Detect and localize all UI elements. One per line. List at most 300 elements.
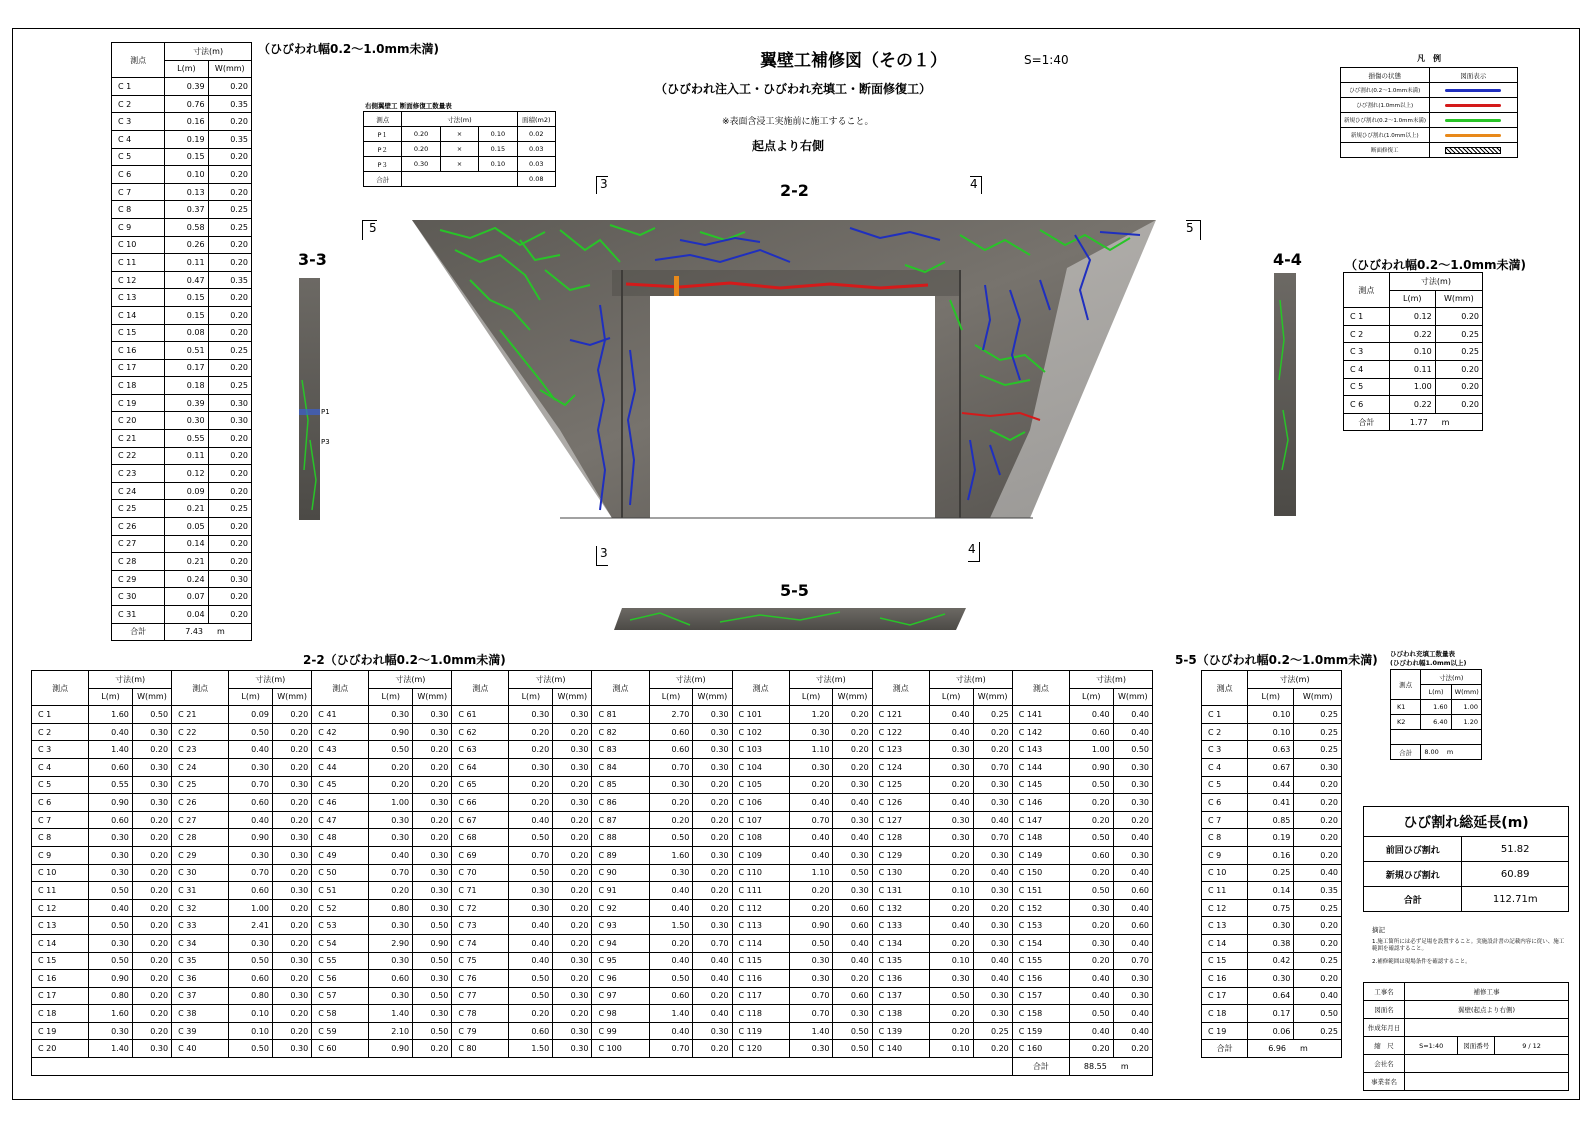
summary-label: 前回ひび割れ xyxy=(1364,837,1462,862)
point-cell: C 31 xyxy=(172,882,229,900)
header-dim: 寸法(m) xyxy=(369,671,452,689)
author-value xyxy=(1405,1073,1569,1091)
point-cell: C 150 xyxy=(1012,864,1069,882)
width-cell: 0.20 xyxy=(973,1040,1012,1058)
header-l: L(m) xyxy=(165,60,208,78)
point-cell: C 104 xyxy=(732,758,789,776)
length-cell: 0.10 xyxy=(229,1005,273,1023)
table-row xyxy=(1344,360,1483,378)
point-cell: C 141 xyxy=(1012,706,1069,724)
repair-table-caption: 右側翼壁工 断面修復工数量表 xyxy=(365,102,452,110)
width-cell: 0.20 xyxy=(132,846,171,864)
header-w: W(mm) xyxy=(1435,290,1482,308)
point-cell: C 2 xyxy=(32,723,89,741)
crack-table-4-4 xyxy=(1343,272,1483,431)
point-cell: C 145 xyxy=(1012,776,1069,794)
length-cell: 0.60 xyxy=(229,882,273,900)
length-cell: 1.10 xyxy=(789,864,833,882)
point-cell: C 31 xyxy=(112,606,165,624)
width-cell: 0.30 xyxy=(973,794,1012,812)
width-cell: 0.40 xyxy=(973,970,1012,988)
total-value xyxy=(1389,413,1482,431)
table-row xyxy=(32,970,1153,988)
point-cell: C 3 xyxy=(32,741,89,759)
drawing-scale: S=1:40 xyxy=(1024,53,1069,67)
width-cell: 0.25 xyxy=(208,500,251,518)
length-cell: 0.60 xyxy=(649,987,693,1005)
length-cell: 0.30 xyxy=(649,776,693,794)
length-cell: 1.40 xyxy=(89,1040,133,1058)
width-cell: 0.20 xyxy=(272,1005,311,1023)
point-cell: C 106 xyxy=(732,794,789,812)
width-cell: 0.20 xyxy=(132,811,171,829)
summary-title: ひび割れ総延長(m) xyxy=(1364,807,1569,837)
point-cell: C 8 xyxy=(1202,829,1248,847)
width-cell: 0.30 xyxy=(693,846,732,864)
point-cell: C 15 xyxy=(32,952,89,970)
point-cell: C 34 xyxy=(172,934,229,952)
length-cell: 0.20 xyxy=(929,934,973,952)
table-row xyxy=(32,741,1153,759)
point-cell: C 9 xyxy=(32,846,89,864)
point-cell: C 92 xyxy=(592,899,649,917)
width-cell: 0.20 xyxy=(973,899,1012,917)
width-cell: 0.30 xyxy=(553,706,592,724)
length-cell: 0.50 xyxy=(509,864,553,882)
point-cell: C 33 xyxy=(172,917,229,935)
width-cell: 0.60 xyxy=(833,917,872,935)
width-cell: 0.60 xyxy=(1113,917,1152,935)
point-cell: C 147 xyxy=(1012,811,1069,829)
length-cell: 0.30 xyxy=(369,917,413,935)
length-cell: 0.24 xyxy=(165,570,208,588)
width-cell: 0.20 xyxy=(208,289,251,307)
width-cell: 0.20 xyxy=(208,606,251,624)
length-cell: 0.70 xyxy=(509,846,553,864)
point-cell: C 95 xyxy=(592,952,649,970)
table-row xyxy=(1202,829,1342,847)
header-l: L(m) xyxy=(929,688,973,706)
titleblock-label: 図面名 xyxy=(1364,1001,1405,1019)
width-cell: 0.20 xyxy=(553,776,592,794)
table-row xyxy=(1202,882,1342,900)
point-cell: C 142 xyxy=(1012,723,1069,741)
legend-label: ひび割れ(1.0mm以上) xyxy=(1341,98,1430,113)
width-cell: 0.30 xyxy=(272,1040,311,1058)
width-cell: 0.20 xyxy=(693,829,732,847)
width-cell: 0.30 xyxy=(973,987,1012,1005)
width-cell: 0.40 xyxy=(833,829,872,847)
titleblock-value: 補修工事 xyxy=(1405,983,1569,1001)
point-cell: C 158 xyxy=(1012,1005,1069,1023)
point-cell: C 61 xyxy=(452,706,509,724)
width-cell: 0.20 xyxy=(1294,829,1342,847)
width-cell: 0.30 xyxy=(973,917,1012,935)
point-cell: C 6 xyxy=(1202,794,1248,812)
length-cell: 0.40 xyxy=(649,882,693,900)
length-cell: 1.00 xyxy=(1069,741,1113,759)
point-cell: C 148 xyxy=(1012,829,1069,847)
summary-table xyxy=(1363,806,1569,912)
length-cell: 0.40 xyxy=(789,829,833,847)
length-cell: 0.20 xyxy=(789,882,833,900)
point-cell: C 43 xyxy=(312,741,369,759)
header-w: W(mm) xyxy=(693,688,732,706)
length-cell: 0.14 xyxy=(1248,882,1294,900)
point-cell: C 51 xyxy=(312,882,369,900)
point-cell: C 13 xyxy=(32,917,89,935)
width-cell: 0.20 xyxy=(132,934,171,952)
view-3-3-label: 3-3 xyxy=(298,250,327,269)
width-cell: 0.20 xyxy=(208,306,251,324)
length-cell: 0.30 xyxy=(929,970,973,988)
point-cell: C 91 xyxy=(592,882,649,900)
point-cell: C 44 xyxy=(312,758,369,776)
total-label: 合計 xyxy=(112,623,165,641)
width-cell: 0.25 xyxy=(208,377,251,395)
width-cell: 0.20 xyxy=(553,899,592,917)
length-cell: 0.40 xyxy=(89,899,133,917)
length-cell: 0.39 xyxy=(165,394,208,412)
header-w: W(mm) xyxy=(833,688,872,706)
length-cell: 0.40 xyxy=(1069,970,1113,988)
point-cell: K2 xyxy=(1391,715,1421,730)
width-cell: 0.20 xyxy=(208,166,251,184)
width-cell: 0.50 xyxy=(833,1022,872,1040)
header-l: L(m) xyxy=(1248,688,1294,706)
length-cell: 0.90 xyxy=(229,829,273,847)
length-cell: 0.17 xyxy=(1248,1005,1294,1023)
point-cell: C 67 xyxy=(452,811,509,829)
width-cell: 0.30 xyxy=(973,846,1012,864)
point-cell: C 19 xyxy=(112,394,165,412)
length-cell: 0.76 xyxy=(165,95,208,113)
point-cell: C 5 xyxy=(1202,776,1248,794)
width-cell: 0.20 xyxy=(553,811,592,829)
summary-label: 合計 xyxy=(1364,887,1462,912)
point-cell: C 74 xyxy=(452,934,509,952)
legend-col-state: 損傷の状態 xyxy=(1341,68,1430,83)
x-cell: × xyxy=(440,142,478,157)
width-cell: 0.20 xyxy=(553,970,592,988)
a-cell: 0.20 xyxy=(402,127,440,142)
point-cell: C 16 xyxy=(112,342,165,360)
table55-caption: 5-5（ひびわれ幅0.2～1.0mm未満) xyxy=(1175,653,1378,667)
table-row xyxy=(32,952,1153,970)
width-cell: 0.20 xyxy=(208,359,251,377)
width-cell: 0.20 xyxy=(553,917,592,935)
point-cell: C 102 xyxy=(732,723,789,741)
length-cell: 0.75 xyxy=(1248,899,1294,917)
header-dim: 寸法(m) xyxy=(229,671,312,689)
width-cell: 0.50 xyxy=(413,987,452,1005)
length-cell: 0.20 xyxy=(369,758,413,776)
point-cell: C 88 xyxy=(592,829,649,847)
total-value: 0.08 xyxy=(517,172,555,187)
header-w: W(mm) xyxy=(1113,688,1152,706)
point-cell: C 69 xyxy=(452,846,509,864)
length-cell: 0.30 xyxy=(789,1040,833,1058)
width-cell: 0.20 xyxy=(1294,917,1342,935)
length-cell: 0.50 xyxy=(1069,829,1113,847)
header-w: W(mm) xyxy=(413,688,452,706)
point-cell: C 11 xyxy=(112,254,165,272)
point-cell: C 128 xyxy=(872,829,929,847)
point-cell: C 77 xyxy=(452,987,509,1005)
point-cell: C 76 xyxy=(452,970,509,988)
length-cell: 2.70 xyxy=(649,706,693,724)
length-cell: 0.10 xyxy=(929,882,973,900)
width-cell: 0.20 xyxy=(208,254,251,272)
length-cell: 0.04 xyxy=(165,606,208,624)
width-cell: 0.40 xyxy=(973,864,1012,882)
width-cell: 0.40 xyxy=(1294,987,1342,1005)
length-cell: 0.22 xyxy=(1389,325,1435,343)
b-cell: 0.10 xyxy=(479,157,517,172)
header-point: 測点 xyxy=(452,671,509,706)
point-cell: C 101 xyxy=(732,706,789,724)
point-cell: C 65 xyxy=(452,776,509,794)
width-cell: 0.20 xyxy=(272,970,311,988)
x-cell: × xyxy=(440,157,478,172)
table-row xyxy=(1202,794,1342,812)
length-cell: 0.90 xyxy=(789,917,833,935)
width-cell: 0.30 xyxy=(1294,758,1342,776)
point-cell: C 25 xyxy=(112,500,165,518)
table44-caption: （ひびわれ幅0.2～1.0mm未満) xyxy=(1345,258,1527,272)
length-cell: 0.20 xyxy=(929,864,973,882)
length-cell: 0.20 xyxy=(509,723,553,741)
length-cell: 1.40 xyxy=(369,1005,413,1023)
drawing-note: ※表面含浸工実施前に施工すること。 xyxy=(722,117,874,127)
point-cell: C 144 xyxy=(1012,758,1069,776)
table-row xyxy=(1202,899,1342,917)
width-cell: 0.50 xyxy=(1294,1005,1342,1023)
width-cell: 0.20 xyxy=(413,1040,452,1058)
length-cell: 0.30 xyxy=(789,758,833,776)
width-cell: 0.40 xyxy=(693,952,732,970)
length-cell: 0.90 xyxy=(369,1040,413,1058)
width-cell: 0.20 xyxy=(272,794,311,812)
table-row xyxy=(1202,952,1342,970)
length-cell: 0.30 xyxy=(89,864,133,882)
header-dim: 寸法(m) xyxy=(1248,671,1342,689)
length-cell: 0.50 xyxy=(929,987,973,1005)
legend-label: 新規ひび割れ(1.0mm以上) xyxy=(1341,128,1430,143)
area-cell: 0.03 xyxy=(517,157,555,172)
length-cell: 0.40 xyxy=(229,741,273,759)
point-cell: C 125 xyxy=(872,776,929,794)
length-cell: 0.09 xyxy=(165,482,208,500)
summary-label: 新規ひび割れ xyxy=(1364,862,1462,887)
length-cell: 0.80 xyxy=(229,987,273,1005)
length-cell: 0.30 xyxy=(929,811,973,829)
width-cell: 0.30 xyxy=(272,829,311,847)
length-cell: 0.41 xyxy=(1248,794,1294,812)
table-row xyxy=(32,987,1153,1005)
length-cell: 0.20 xyxy=(929,899,973,917)
width-cell: 0.20 xyxy=(833,970,872,988)
legend-label: 新規ひび割れ(0.2～1.0mm未満) xyxy=(1341,113,1430,128)
width-cell: 0.30 xyxy=(693,917,732,935)
width-cell: 0.30 xyxy=(833,846,872,864)
length-cell: 0.40 xyxy=(1069,706,1113,724)
width-cell: 0.50 xyxy=(833,864,872,882)
point-cell: C 13 xyxy=(112,289,165,307)
table-row xyxy=(32,811,1153,829)
width-cell: 0.20 xyxy=(833,706,872,724)
length-cell: 0.60 xyxy=(229,970,273,988)
width-cell: 0.20 xyxy=(208,465,251,483)
table-row xyxy=(32,723,1153,741)
length-cell: 0.16 xyxy=(165,113,208,131)
width-cell: 0.70 xyxy=(973,829,1012,847)
width-cell: 0.20 xyxy=(553,864,592,882)
header-dim: 寸法(m) xyxy=(1421,670,1482,685)
width-cell: 0.20 xyxy=(272,706,311,724)
length-cell: 1.50 xyxy=(649,917,693,935)
length-cell: 0.10 xyxy=(229,1022,273,1040)
width-cell: 0.25 xyxy=(1435,325,1482,343)
width-cell: 0.20 xyxy=(413,829,452,847)
point-cell: C 68 xyxy=(452,829,509,847)
length-cell: 0.40 xyxy=(89,723,133,741)
total-number: 7.43 xyxy=(185,627,203,637)
length-cell: 0.50 xyxy=(229,1040,273,1058)
point-cell: C 1 xyxy=(1344,308,1390,326)
length-cell: 0.50 xyxy=(509,987,553,1005)
point-cell: C 97 xyxy=(592,987,649,1005)
length-cell: 0.20 xyxy=(789,899,833,917)
width-cell: 0.30 xyxy=(272,952,311,970)
company-value xyxy=(1405,1055,1569,1073)
length-cell: 0.70 xyxy=(229,864,273,882)
header-point: 測点 xyxy=(364,112,402,127)
width-cell: 0.30 xyxy=(132,776,171,794)
point-cell: C 23 xyxy=(112,465,165,483)
length-cell: 0.50 xyxy=(229,723,273,741)
length-cell: 2.10 xyxy=(369,1022,413,1040)
length-cell: 0.50 xyxy=(369,741,413,759)
point-cell: C 24 xyxy=(112,482,165,500)
length-cell: 0.50 xyxy=(1069,882,1113,900)
total-label: 合計 xyxy=(1391,745,1421,760)
length-cell: 0.09 xyxy=(229,706,273,724)
length-cell: 0.40 xyxy=(509,917,553,935)
p-cell: P２ xyxy=(364,142,402,157)
width-cell: 0.30 xyxy=(208,412,251,430)
width-cell: 0.25 xyxy=(1294,741,1342,759)
width-cell: 0.20 xyxy=(693,987,732,1005)
width-cell: 0.40 xyxy=(693,970,732,988)
point-cell: C 21 xyxy=(112,430,165,448)
summary-value: 112.71m xyxy=(1462,887,1569,912)
point-cell: C 29 xyxy=(112,570,165,588)
width-cell: 0.25 xyxy=(1294,899,1342,917)
width-cell: 0.20 xyxy=(208,236,251,254)
length-cell: 1.00 xyxy=(1389,378,1435,396)
header-dim: 寸法(m) xyxy=(649,671,732,689)
point-cell: C 30 xyxy=(172,864,229,882)
width-cell: 0.30 xyxy=(1113,794,1152,812)
header-w: W(mm) xyxy=(1294,688,1342,706)
length-cell: 0.20 xyxy=(929,1005,973,1023)
length-cell: 0.20 xyxy=(929,776,973,794)
width-cell: 0.30 xyxy=(413,794,452,812)
length-cell: 0.20 xyxy=(1069,952,1113,970)
titleblock-label: 作成年月日 xyxy=(1364,1019,1405,1037)
point-cell: C 11 xyxy=(32,882,89,900)
length-cell: 0.10 xyxy=(929,952,973,970)
width-cell: 0.20 xyxy=(272,723,311,741)
length-cell: 0.20 xyxy=(509,741,553,759)
length-cell: 0.40 xyxy=(229,811,273,829)
width-cell: 0.30 xyxy=(413,846,452,864)
length-cell: 0.06 xyxy=(1248,1022,1294,1040)
table-row xyxy=(32,1022,1153,1040)
point-cell: C 32 xyxy=(172,899,229,917)
header-w: W(mm) xyxy=(973,688,1012,706)
header-area: 面積(m2) xyxy=(517,112,555,127)
width-cell: 0.20 xyxy=(413,776,452,794)
length-cell: 0.20 xyxy=(509,794,553,812)
sheet-label: 図面番号 xyxy=(1458,1037,1495,1055)
point-cell: C 121 xyxy=(872,706,929,724)
total-unit: m xyxy=(1441,417,1450,427)
width-cell: 0.20 xyxy=(132,987,171,1005)
width-cell: 0.30 xyxy=(1113,758,1152,776)
length-cell: 1.60 xyxy=(1421,700,1451,715)
table-row xyxy=(1202,706,1342,724)
width-cell: 0.30 xyxy=(553,794,592,812)
point-cell: C 52 xyxy=(312,899,369,917)
point-cell: C 38 xyxy=(172,1005,229,1023)
point-cell: C 19 xyxy=(1202,1022,1248,1040)
point-cell: C 156 xyxy=(1012,970,1069,988)
length-cell: 0.25 xyxy=(1248,864,1294,882)
width-cell: 0.20 xyxy=(132,899,171,917)
length-cell: 0.21 xyxy=(165,500,208,518)
length-cell: 0.10 xyxy=(929,1040,973,1058)
length-cell: 0.37 xyxy=(165,201,208,219)
width-cell: 0.20 xyxy=(413,741,452,759)
title-block xyxy=(1363,982,1569,1091)
width-cell: 0.50 xyxy=(413,952,452,970)
table-row xyxy=(1344,308,1483,326)
p-cell: P３ xyxy=(364,157,402,172)
point-cell: C 14 xyxy=(112,306,165,324)
length-cell: 0.64 xyxy=(1248,987,1294,1005)
width-cell: 0.25 xyxy=(1294,706,1342,724)
point-cell: C 50 xyxy=(312,864,369,882)
width-cell: 0.25 xyxy=(208,342,251,360)
point-cell: C 118 xyxy=(732,1005,789,1023)
point-cell: C 63 xyxy=(452,741,509,759)
width-cell: 0.70 xyxy=(693,934,732,952)
point-cell: C 10 xyxy=(32,864,89,882)
width-cell: 0.20 xyxy=(208,447,251,465)
length-cell: 0.20 xyxy=(509,776,553,794)
point-cell: C 113 xyxy=(732,917,789,935)
point-cell: C 10 xyxy=(112,236,165,254)
width-cell: 0.20 xyxy=(208,482,251,500)
length-cell: 0.60 xyxy=(649,723,693,741)
point-cell: C 1 xyxy=(32,706,89,724)
company-label: 会社名 xyxy=(1364,1055,1405,1073)
table-row xyxy=(1202,846,1342,864)
width-cell: 0.20 xyxy=(272,917,311,935)
point-cell: C 19 xyxy=(32,1022,89,1040)
